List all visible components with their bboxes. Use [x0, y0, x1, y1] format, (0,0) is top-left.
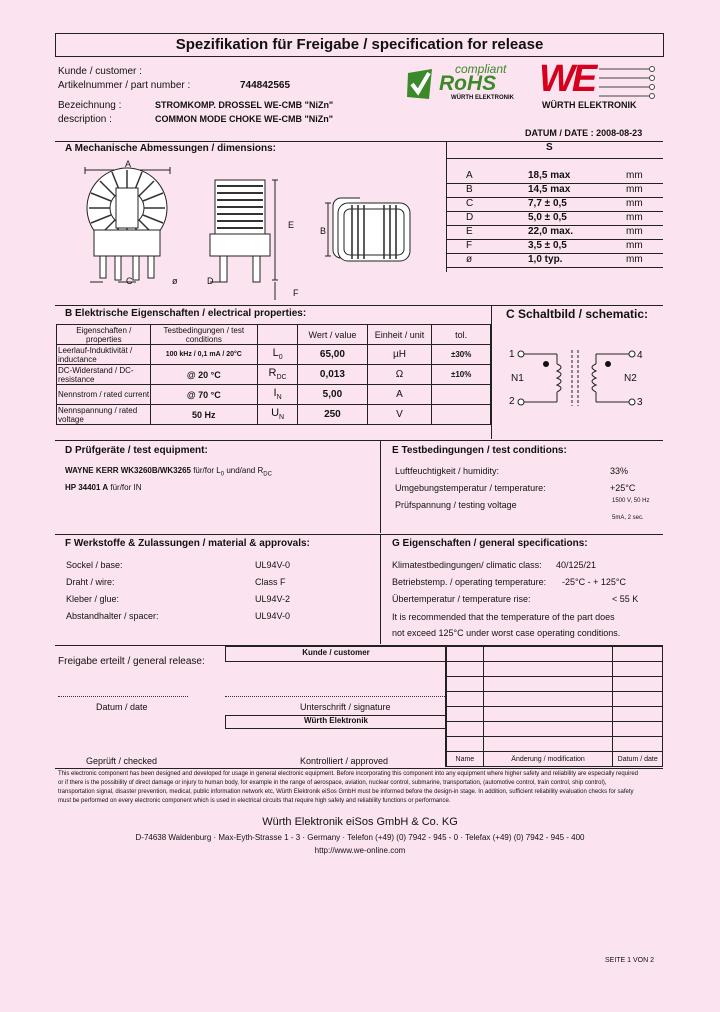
g-value: 40/125/21 [556, 560, 597, 570]
e-prop: Nennstrom / rated current [57, 385, 151, 405]
dim-row-unit: mm [626, 198, 643, 209]
pin-4: 4 [637, 350, 643, 361]
dim-row-key: F [466, 240, 473, 251]
circuit-lines-icon [599, 64, 659, 100]
dim-row-unit: mm [626, 226, 643, 237]
signature-line [58, 696, 188, 697]
we-logo-text: WE [539, 58, 595, 100]
date-caption-1: Datum / date [96, 702, 148, 712]
section-c-title: C Schaltbild / schematic: [506, 307, 649, 321]
dim-row-unit: mm [626, 240, 643, 251]
divider [491, 305, 492, 439]
e-unit: Ω [367, 365, 432, 385]
dim-col-header: S [546, 142, 553, 153]
dim-row-unit: mm [626, 184, 643, 195]
f-label: Kleber / glue: [66, 594, 120, 604]
divider [55, 768, 663, 769]
e-prop: DC-Widerstand / DC-resistance [57, 365, 151, 385]
customer-label: Kunde / customer : [58, 66, 142, 77]
pin-1: 1 [509, 349, 515, 360]
f-label: Abstandhalter / spacer: [66, 611, 159, 621]
eh-value: Wert / value [298, 325, 367, 345]
electrical-table [56, 324, 491, 425]
divider [55, 141, 663, 142]
section-g-title: G Eigenschaften / general specifications: [392, 538, 588, 549]
disclaimer-line: This electronic component has been designed and developed for usage in general electronic equipment. Before incorporating this component into any equipment where higher safety and reliability are especially required [58, 771, 639, 777]
e-unit: V [367, 405, 432, 425]
dim-row-key: D [466, 212, 474, 223]
e-symbol [257, 365, 297, 385]
pin-3: 3 [637, 397, 643, 408]
checkmark-icon [405, 63, 435, 103]
f-value: Class F [255, 577, 286, 587]
dim-row-key: ø [466, 254, 473, 265]
section-f-title: F Werkstoffe & Zulassungen / material & approvals: [65, 538, 310, 549]
f-value: UL94V-0 [255, 560, 291, 570]
revision-row [447, 707, 663, 722]
customer-box [225, 646, 447, 662]
approved-caption: Kontrolliert / approved [300, 756, 389, 766]
divider [55, 534, 663, 535]
bez-value: STROMKOMP. DROSSEL WE-CMB "NiZn" [155, 100, 334, 110]
date-label: DATUM / DATE : 2008-08-23 [525, 128, 643, 138]
divider [55, 440, 663, 441]
e-cond-label: Prüfspannung / testing voltage [395, 500, 517, 510]
e-cond: 50 Hz [150, 405, 257, 425]
e-value: 0,013 [298, 365, 367, 385]
page-number: SEITE 1 VON 2 [605, 957, 655, 964]
revision-row [447, 692, 663, 707]
f-label: Sockel / base: [66, 560, 123, 570]
revision-row [447, 647, 663, 662]
dim-row-value: 3,5 ± 0,5 [528, 240, 567, 251]
f-value: UL94V-2 [255, 594, 291, 604]
side-view-drawing [330, 195, 430, 265]
dim-row-value: 18,5 max [528, 170, 571, 181]
g-label: Betriebstemp. / operating temperature: [392, 577, 547, 587]
electrical-row [57, 385, 491, 405]
dim-c: C [126, 276, 133, 286]
e-sym-sub: 0 [278, 354, 283, 362]
dim-row-key: E [466, 226, 473, 237]
e-tol [432, 405, 491, 425]
f-label: Draht / wire: [66, 577, 115, 587]
rohs-text: RoHS [439, 72, 497, 95]
e-cond: @ 70 °C [150, 385, 257, 405]
electrical-row [57, 365, 491, 385]
dim-row-value: 14,5 max [528, 184, 571, 195]
test-extra: 5mA, 2 sec. [612, 515, 644, 521]
e-sym-main: R [268, 367, 277, 380]
revision-row [447, 737, 663, 752]
signature-line [225, 696, 445, 697]
divider [55, 305, 663, 306]
equipment-sub-2: DC [263, 471, 272, 478]
g-label: Klimatestbedingungen/ climatic class: [392, 560, 542, 570]
equipment-name-1: WAYNE KERR WK3260B/WK3265 [65, 466, 191, 475]
part-number: 744842565 [240, 80, 291, 91]
desc-label: description : [58, 114, 112, 125]
equipment-for-2: für/for IN [108, 483, 142, 492]
eh-prop: Eigenschaften / properties [57, 325, 151, 345]
section-d-title: D Prüfgeräte / test equipment: [65, 445, 208, 456]
e-tol: ±30% [432, 345, 491, 365]
customer-box-label: Kunde / customer [302, 648, 370, 657]
we-company: WÜRTH ELEKTRONIK [542, 100, 637, 110]
equipment-and-1: und/and R [224, 466, 264, 475]
dim-phi: ø [172, 276, 178, 286]
e-cond-value: +25°C [610, 483, 636, 493]
e-unit: A [367, 385, 432, 405]
equipment-name-2: HP 34401 A [65, 483, 109, 492]
dim-row-key: C [466, 198, 474, 209]
n2-label: N2 [624, 373, 637, 384]
desc-value: COMMON MODE CHOKE WE-CMB "NiZn" [155, 114, 334, 124]
disclaimer-line: transportation signal, disaster prevention, medical, public information network etc, Würth Elektronik eiSos GmbH must be informed before the design-in stage. In addition, sufficient reliability evaluation checks for safety [58, 789, 634, 795]
section-a-title: A Mechanische Abmessungen / dimensions: [65, 143, 276, 154]
dim-e: E [288, 220, 295, 230]
e-cond: 100 kHz / 0,1 mA / 20°C [150, 345, 257, 365]
signature-caption-1: Unterschrift / signature [300, 702, 391, 712]
dim-f: F [293, 288, 299, 298]
e-sym-sub: N [276, 394, 282, 402]
e-cond-label: Umgebungstemperatur / temperature: [395, 483, 546, 493]
divider [380, 440, 381, 533]
eh-tol: tol. [432, 325, 491, 345]
title-box [55, 33, 664, 57]
rohs-compliant: compliant [455, 62, 507, 76]
disclaimer-line: must be performed on every electronic component which is used in electrical circuits that require high safety and reliability functions or performance. [58, 798, 451, 804]
e-cond: @ 20 °C [150, 365, 257, 385]
e-symbol [257, 345, 297, 365]
dim-row-value: 5,0 ± 0,5 [528, 212, 567, 223]
electrical-row [57, 405, 491, 425]
test-equipment-1 [65, 466, 272, 478]
footer-url: http://www.we-online.com [314, 846, 406, 855]
footer-company: Würth Elektronik eiSos GmbH & Co. KG [262, 816, 458, 828]
e-tol: ±10% [432, 365, 491, 385]
e-sym-main: I [273, 387, 277, 400]
dim-row-value: 22,0 max. [528, 226, 574, 237]
e-symbol [257, 385, 297, 405]
n1-label: N1 [511, 373, 524, 384]
dim-row-key: A [466, 170, 473, 181]
g-note-1: It is recommended that the temperature of the part does [392, 612, 615, 622]
e-value: 65,00 [298, 345, 367, 365]
e-sym-sub: N [279, 414, 285, 422]
eh-unit: Einheit / unit [367, 325, 432, 345]
e-cond-value: 1500 V, 50 Hz [612, 498, 650, 504]
equipment-for-1: für/for L [190, 466, 221, 475]
e-prop: Leerlauf-Induktivität / inductance [57, 345, 151, 365]
part-label: Artikelnummer / part number : [58, 80, 191, 91]
revision-table [446, 646, 663, 767]
e-sym-sub: DC [276, 374, 287, 382]
eh-sym [257, 325, 297, 345]
section-e-title: E Testbedingungen / test conditions: [392, 445, 567, 456]
rohs-logo [405, 62, 527, 104]
e-unit: µH [367, 345, 432, 365]
g-value: -25°C - + 125°C [562, 577, 626, 587]
g-note-2: not exceed 125°C under worst case operating conditions. [392, 628, 621, 638]
e-value: 5,00 [298, 385, 367, 405]
eh-cond: Testbedingungen / test conditions [150, 325, 257, 345]
dim-row-unit: mm [626, 212, 643, 223]
disclaimer-line: or if there is the possibility of direct damage or injury to human body, for example in the range of aerospace, aviation, nuclear control, submarine, transportation, (automotive control, train control, ship control), [58, 780, 607, 786]
rev-name-header: Name [447, 752, 484, 767]
dim-row-line [446, 267, 663, 268]
wuerth-box [225, 715, 447, 729]
bez-label: Bezeichnung : [58, 100, 122, 111]
divider [380, 534, 381, 644]
dim-row-value: 7,7 ± 0,5 [528, 198, 567, 209]
electrical-row [57, 345, 491, 365]
dim-b: B [320, 226, 327, 236]
dim-row-key: B [466, 184, 473, 195]
f-value: UL94V-0 [255, 611, 291, 621]
e-cond-label: Luftfeuchtigkeit / humidity: [395, 466, 500, 476]
revision-row [447, 677, 663, 692]
release-label: Freigabe erteilt / general release: [58, 656, 205, 667]
e-prop: Nennspannung / rated voltage [57, 405, 151, 425]
e-cond-value: 33% [610, 466, 629, 476]
g-label: Übertemperatur / temperature rise: [392, 594, 531, 604]
rev-mod-header: Änderung / modification [483, 752, 613, 767]
g-value: < 55 K [612, 594, 639, 604]
test-equipment-2 [65, 483, 141, 492]
e-tol [432, 385, 491, 405]
dim-row-unit: mm [626, 254, 643, 265]
we-logo [537, 58, 663, 110]
rohs-company: WÜRTH ELEKTRONIK [451, 95, 514, 101]
e-sym-main: L [272, 347, 279, 360]
revision-row [447, 722, 663, 737]
dim-row-value: 1,0 typ. [528, 254, 563, 265]
e-value: 250 [298, 405, 367, 425]
wuerth-box-label: Würth Elektronik [303, 716, 368, 725]
equipment-sub-1: 0 [220, 471, 225, 478]
section-b-title: B Elektrische Eigenschaften / electrical properties: [65, 308, 307, 319]
checked-caption: Geprüft / checked [86, 756, 158, 766]
dim-row-unit: mm [626, 170, 643, 181]
dimension-drawing [70, 158, 360, 308]
page-title: Spezifikation für Freigabe / specification for release [175, 36, 544, 53]
e-sym-main: U [271, 407, 280, 420]
pin-2: 2 [509, 396, 515, 407]
dim-a: A [125, 159, 132, 169]
dim-d: D [207, 276, 214, 286]
rev-date-header: Datum / date [613, 752, 663, 767]
footer-address: D-74638 Waldenburg · Max-Eyth-Strasse 1 - 3 · Germany · Telefon (+49) (0) 7942 - 945 - 0 · Telefax (+49) (0) 7942 - 945 - 400 [135, 833, 585, 842]
e-symbol [257, 405, 297, 425]
revision-row [447, 662, 663, 677]
